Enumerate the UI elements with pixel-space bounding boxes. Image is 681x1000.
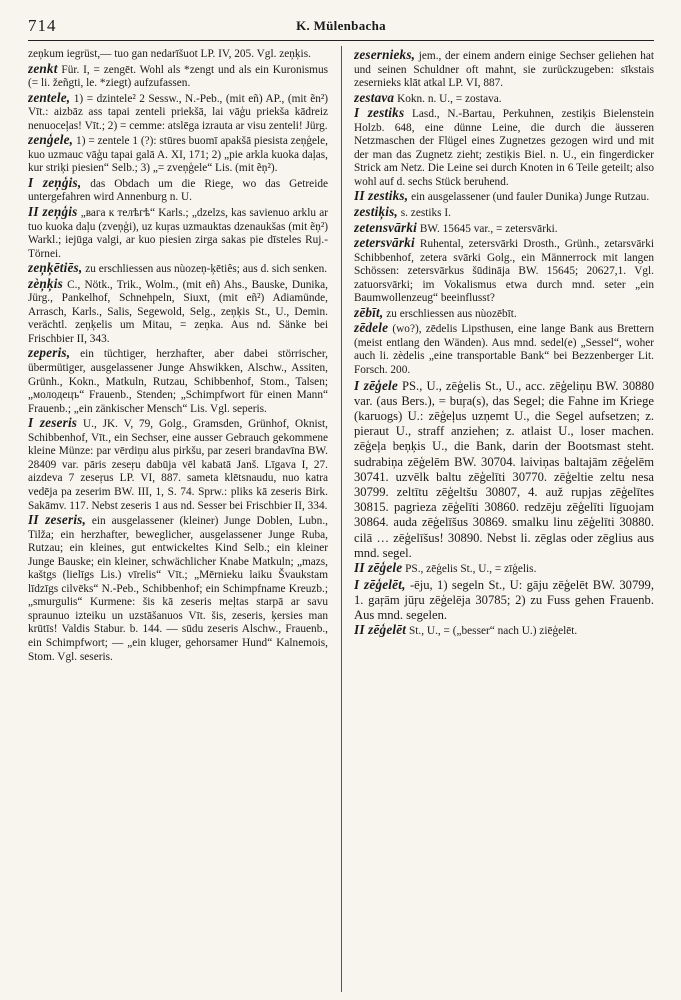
entry-text: BW. 15645 var., = zetersvārki. [419,222,558,235]
entry-text: (wo?), zēdelis Lipsthusen, eine lange Bank aus Brettern (meist entlang den Wänden). Aus mnd. sedel(e) „Sessel“, woher auch li. zèdelis „eine transportable Bank“ bei Bezzenberger Lit. Forsch. 200. [354,323,654,377]
entry-headword: II zeseris, [28,512,87,528]
dictionary-entry [28,62,328,91]
entry-text: Für. I, = zengēt. Wohl als *zengt und als ein Kuronismus (= li. žeñgti, le. *ziegt) aufzufassen. [28,63,328,90]
entry-text: St., U., = („besser“ nach U.) ziēģelēt. [409,625,578,638]
entry-text: ein ausgelassener (kleiner) Junge Doblen, Lubn., Tilža; ein herzhafter, beweglicher, ausgelassener Junge Ruba, Rutzau; ein kleines, gut entwickeltes Kind Selb.; ein kleiner Junge Bauske; ein kleiner, schwächlicher Knabe Matkuln; „mazs, kaštgs (lielīgs Lis.) vīrelis“ Vīt.; „Mērnieku laiku Švaukstam līdzīgs cilvēks“ N.-Peb., Schibbenhof; ein Schimpfname Kreuzb.; „smurgulis“ Kurmene: šis kā zeseris meļtas starpā ar savu spraunuo izteiku un uzstāšanuos Vīt. šis, zeseris, ķersies man krūtīs! Valdis Stabur. b. 144. — sūdu zeseris Alschw., Frauenb., ein Schimpfwort; — „ein kluger, gehorsamer Hund“ Kalnemois, Stom. Vgl. seseris. [28,515,328,663]
entry-headword: I zēģelēt, [354,576,406,592]
entry-text: 1) = dzintele² 2 Sessw., N.-Peb., (mit eñ) AP., (mit ẽn²) Vīt.: aizbāz ass tapai zenteli priekšā, lai vāģu priekša kādreiz nenuoceļas! Vīt.; 2) = cemme: atslēga izrauta ar visu zenteli! Jürg. [28,92,328,132]
entry-headword: zestava [354,89,395,105]
entry-text: „вага к телѣгѣ“ Karls.; „dzelzs, kas savienuo arklu ar tuo kuoka daļu (zveņģi), uz kuŗas uzmauktas dzenaukšas (mit ẽņ²) Warkl.; iejūga valgi, ar kuo piesien zirga sakas pie dīsteles Ruj.-Törnei. [28,207,328,260]
entry-headword: zetensvārki [354,219,418,235]
entry-text: Lasd., N.-Bartau, Perkuhnen, zestiķis Bielenstein Holzb. 648, eine dünne Leine, die durch die äusseren Netzmaschen der Flügel eines Zugnetzes gezogen wird und mit der man das Zugnetz zieht; zestiķis Biel. n. U., ein fingerdicker Strick am Netz. Die Leine sei durch Knoten in 6 Teile geteilt; also wohl auf d. sechs Stück beruhend. [354,108,654,188]
dictionary-entry [354,48,654,91]
dictionary-entry [28,513,328,664]
dictionary-entry [354,91,654,107]
column-divider [341,46,342,992]
dictionary-entry [354,205,654,221]
right-column [354,48,654,992]
entry-headword: zesernieks, [354,48,416,62]
dictionary-entry [28,261,328,277]
dictionary-entry [28,133,328,176]
entry-text: zu erschliessen aus nùozeņ-ķētiês; aus d. sich senken. [85,263,328,276]
dictionary-entry [28,205,328,261]
dictionary-entry [354,623,654,639]
entry-headword: zèņķis [28,275,63,291]
entry-headword: I zeseris [28,415,78,431]
entry-headword: zenkt [28,60,58,76]
entry-headword: zeperis, [28,345,71,361]
entry-headword: zestiķis, [354,204,398,220]
entry-text: 1) = zentele 1 (?): stūres buomī apakšā piesista zeņģele, kuo uzmauc vāģu tapai galā A. XI, 171; 2) „pie arkla kuoka daļas, kur striķi piesien“ Selb.; 3) „= zveņģele“ Lis. (mit ẽņ²). [28,135,328,175]
entry-headword: zeņķētiēs, [28,260,83,276]
header-rule [28,40,654,41]
entry-text: zu erschliessen aus nùozēbīt. [386,307,517,320]
entry-headword: II zēģele [354,560,403,576]
entry-text: s. zestiks I. [400,207,451,220]
entry-text: das Obdach um die Riege, wo das Getreide untergefahren wird Annenburg n. U. [28,177,328,204]
dictionary-entry [28,48,328,62]
entry-headword: II zestiks, [354,188,409,204]
dictionary-entry [28,176,328,205]
page-header [28,16,654,38]
entry-text: ein tüchtiger, herzhafter, aber dabei störrischer, übermütiger, ausgelassener Junge Ahswikken, Alschw., Assiten, Grünh., Kokn., Matkuln, Rutzau, Schibbenhof, Stom., Talsen; „молодецъ“ Frauenb., Stenden; „Schimpfwort für einen Mann“ Frauenb.; „ein zänkischer Mensch“ Lis. Vgl. seperis. [28,348,328,415]
entry-text: jem., der einem andern einige Sechser geliehen hat und seinen Schuldner oft mahnt, sie zurückzugeben: sīkstais zesernieks klāt atkal LP. VI, 887. [354,50,654,90]
dictionary-entry [354,306,654,322]
entry-text: zeņkum iegrüst,— tuo gan nedarīšuot LP. IV, 205. Vgl. zeņķis. [28,48,311,60]
dictionary-entry [28,416,328,513]
entry-text: Ruhental, zetersvārki Drosth., Grünh., zetarsvārki Schibbenhof, zetera svārki Golg., ein Männerrock mit langen Schössen: zetersvārkus šūdināja BW. 15645; 20627,1. Vgl. zatuorsvārki; im Vokalismus etwa durch mnd. seter „ein Baumwollenzeug“ beeinflusst? [354,238,654,305]
dictionary-entry [28,91,328,134]
entry-text: C., Nötk., Trik., Wolm., (mit eñ) Ahs., Bauske, Dunika, Jürg., Pankelhof, Schnehpeln, Siuxt, (mit eñ²) Adiamünde, Arrasch, Karls., Salis, Segewold, Selg., zeņķis St., U., Demin. verächtl. zeņķelis um Mitau, = zeņka. Aus nd. Sänke bei Frischbier II, 343. [28,278,328,345]
entry-text: PS., U., zēģelis St., U., acc. zēģeliņu BW. 30880 var. (aus Bers.), = buŗa(s), das Segel; die Fahne im Kriege (karuogs) U.: zēģeļus uzņemt U., die Segel aufsetzen; z. pieraut U., straff anziehen; z. atlaist U., loser machen. zēģeļa beņķis U., die Bank, darin der Bootsmast steht. sudrabiņa zēģelēm BW. 30704. laiviņas baltajām zēģelēm 30741. uzvēlk baltu zēģelīti 30770. zēģeltie zeltu nesa 30799. zeltītu zēģeltšu 30807, 4. auž rupjas zēģelītes 30815. pagrieza zēģelīti 30860. redzēju zēģelīti līguojam 30864. auda zēģelīšus 30869. smalku linu zēģelīti 30880. cilā … zēģelīšus! 30890. Nebst li. zēglas oder zēglius aus mnd. segel. [354,378,654,560]
page-number: 714 [28,16,57,35]
dictionary-entry [28,277,328,347]
entry-headword: zenģele, [28,132,74,148]
entry-headword: II zeņģis [28,204,78,220]
entry-headword: II zēģelēt [354,622,407,638]
entry-headword: I zēģele [354,377,398,393]
dictionary-entry [354,106,654,189]
entry-headword: zēbīt, [354,304,384,320]
entry-headword: zēdele [354,320,389,336]
left-column [28,48,328,992]
entry-text: U., JK. V, 79, Golg., Gramsden, Grünhof, Oknist, Schibbenhof, Vīt., ein Sechser, eine ausser Gebrauch gekommene kleine Münze: par vērdiņu alus pirkšu, par zeseri brandavīna BW. 28409 var. pāris zeseŗu dabūja vēl kabatā Janš. Līgava I, 27. aizdeva 7 zeseŗus LP. VI, 887. sameta klētsnaudu, nuo katra vedēja pa zeserim BW. III, 1, S. 74. Sprw.: pliks kā zeseris Birk. Sakāmv. 117. Nebst zeseris 1 aus nd. Sesser bei Frischbier II, 334. [28,418,328,512]
dictionary-entry [354,321,654,377]
dictionary-entry [354,236,654,306]
entry-text: Kokn. n. U., = zostava. [397,92,502,105]
entry-text: PS., zēģelis St., U., = zīģelis. [405,563,537,576]
entry-text: ein ausgelassener (und fauler Dunika) Junge Rutzau. [411,191,650,204]
entry-headword: zetersvārki [354,235,415,251]
dictionary-entry [354,561,654,577]
dictionary-entry [354,189,654,205]
page-title: K. Mülenbacha [296,18,386,33]
entry-headword: zentele, [28,89,71,105]
entry-text: -ēju, 1) segeln St., U: gāju zēģelēt BW. 30799, 1. gaŗām jūŗu zēģelēja 30785; 2) zu Fuss gehen Frauenb. Aus mnd. segelen. [354,577,654,622]
dictionary-entry [354,378,654,561]
entry-headword: I zestiks [354,105,405,121]
dictionary-entry [354,577,654,624]
entry-headword: I zeņģis, [28,174,82,190]
dictionary-entry [28,346,328,416]
dictionary-entry [354,221,654,237]
